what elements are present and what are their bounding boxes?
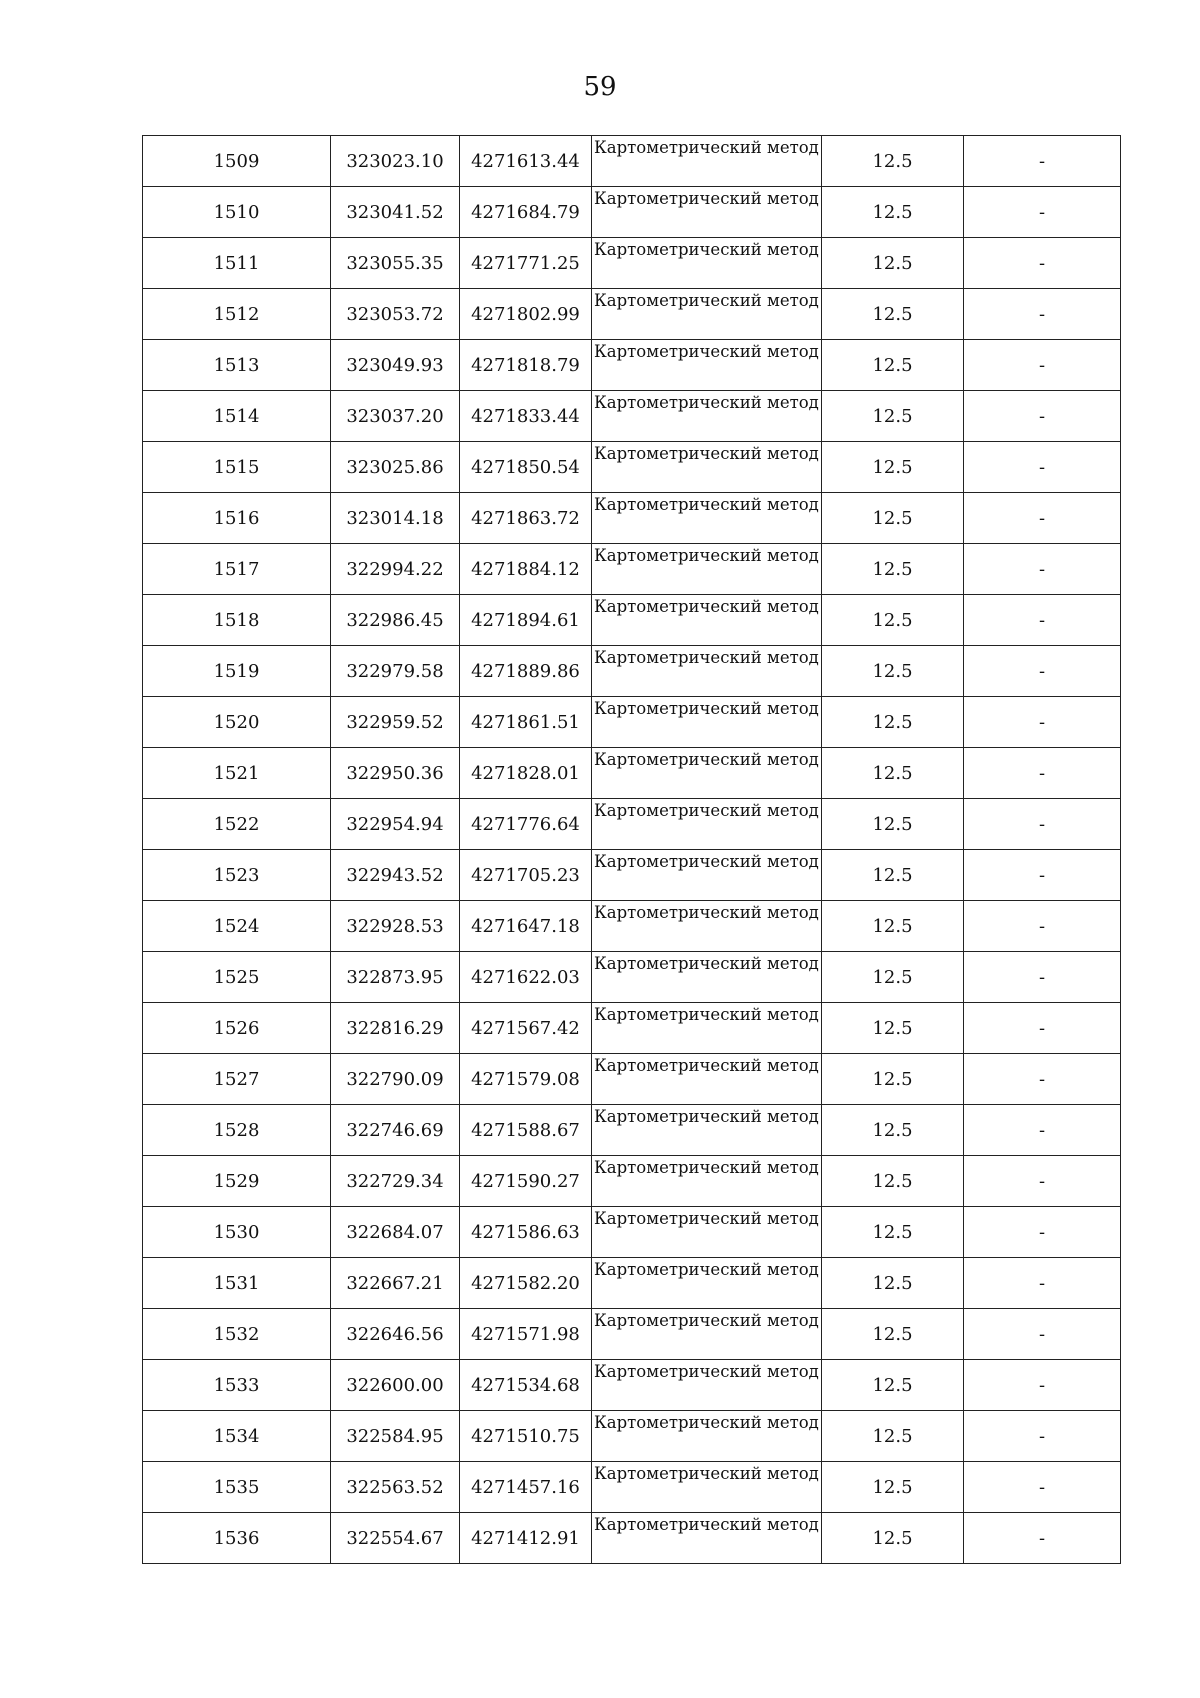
y-coordinate-cell: 4271705.23 — [460, 850, 592, 901]
table-row — [143, 1156, 1121, 1207]
y-coordinate-cell: 4271534.68 — [460, 1360, 592, 1411]
note-cell: - — [964, 544, 1121, 595]
x-coordinate-cell: 322943.52 — [331, 850, 460, 901]
note-cell: - — [964, 289, 1121, 340]
point-number-cell: 1533 — [143, 1360, 331, 1411]
point-number-cell: 1523 — [143, 850, 331, 901]
x-coordinate-cell: 322684.07 — [331, 1207, 460, 1258]
y-coordinate-cell: 4271889.86 — [460, 646, 592, 697]
point-number-cell: 1535 — [143, 1462, 331, 1513]
x-coordinate-cell: 322790.09 — [331, 1054, 460, 1105]
method-cell: Картометрический метод — [592, 697, 822, 748]
method-cell: Картометрический метод — [592, 442, 822, 493]
table-row — [143, 1513, 1121, 1564]
point-number-cell: 1510 — [143, 187, 331, 238]
table-row — [143, 799, 1121, 850]
x-coordinate-cell: 322959.52 — [331, 697, 460, 748]
x-coordinate-cell: 322554.67 — [331, 1513, 460, 1564]
accuracy-cell: 12.5 — [822, 1003, 964, 1054]
x-coordinate-cell: 323014.18 — [331, 493, 460, 544]
accuracy-cell: 12.5 — [822, 1360, 964, 1411]
y-coordinate-cell: 4271884.12 — [460, 544, 592, 595]
note-cell: - — [964, 1309, 1121, 1360]
method-cell: Картометрический метод — [592, 901, 822, 952]
note-cell: - — [964, 340, 1121, 391]
table-row — [143, 493, 1121, 544]
x-coordinate-cell: 323049.93 — [331, 340, 460, 391]
table-row — [143, 850, 1121, 901]
method-cell: Картометрический метод — [592, 136, 822, 187]
y-coordinate-cell: 4271818.79 — [460, 340, 592, 391]
note-cell: - — [964, 1360, 1121, 1411]
note-cell: - — [964, 1258, 1121, 1309]
method-cell: Картометрический метод — [592, 595, 822, 646]
accuracy-cell: 12.5 — [822, 697, 964, 748]
note-cell: - — [964, 1462, 1121, 1513]
accuracy-cell: 12.5 — [822, 391, 964, 442]
accuracy-cell: 12.5 — [822, 238, 964, 289]
x-coordinate-cell: 322954.94 — [331, 799, 460, 850]
method-cell: Картометрический метод — [592, 544, 822, 595]
y-coordinate-cell: 4271590.27 — [460, 1156, 592, 1207]
y-coordinate-cell: 4271588.67 — [460, 1105, 592, 1156]
y-coordinate-cell: 4271647.18 — [460, 901, 592, 952]
table-row — [143, 1054, 1121, 1105]
table-row — [143, 1258, 1121, 1309]
method-cell: Картометрический метод — [592, 289, 822, 340]
x-coordinate-cell: 322646.56 — [331, 1309, 460, 1360]
accuracy-cell: 12.5 — [822, 1156, 964, 1207]
note-cell: - — [964, 238, 1121, 289]
note-cell: - — [964, 1105, 1121, 1156]
accuracy-cell: 12.5 — [822, 187, 964, 238]
table-row — [143, 901, 1121, 952]
point-number-cell: 1522 — [143, 799, 331, 850]
y-coordinate-cell: 4271582.20 — [460, 1258, 592, 1309]
y-coordinate-cell: 4271833.44 — [460, 391, 592, 442]
y-coordinate-cell: 4271863.72 — [460, 493, 592, 544]
accuracy-cell: 12.5 — [822, 1411, 964, 1462]
note-cell: - — [964, 697, 1121, 748]
point-number-cell: 1530 — [143, 1207, 331, 1258]
note-cell: - — [964, 1054, 1121, 1105]
x-coordinate-cell: 323041.52 — [331, 187, 460, 238]
accuracy-cell: 12.5 — [822, 493, 964, 544]
point-number-cell: 1532 — [143, 1309, 331, 1360]
accuracy-cell: 12.5 — [822, 289, 964, 340]
point-number-cell: 1515 — [143, 442, 331, 493]
accuracy-cell: 12.5 — [822, 1309, 964, 1360]
table-row — [143, 697, 1121, 748]
point-number-cell: 1518 — [143, 595, 331, 646]
accuracy-cell: 12.5 — [822, 1105, 964, 1156]
note-cell: - — [964, 136, 1121, 187]
method-cell: Картометрический метод — [592, 187, 822, 238]
note-cell: - — [964, 1513, 1121, 1564]
point-number-cell: 1531 — [143, 1258, 331, 1309]
method-cell: Картометрический метод — [592, 1156, 822, 1207]
y-coordinate-cell: 4271622.03 — [460, 952, 592, 1003]
table-row — [143, 1462, 1121, 1513]
accuracy-cell: 12.5 — [822, 595, 964, 646]
method-cell: Картометрический метод — [592, 799, 822, 850]
point-number-cell: 1526 — [143, 1003, 331, 1054]
x-coordinate-cell: 322994.22 — [331, 544, 460, 595]
method-cell: Картометрический метод — [592, 1003, 822, 1054]
note-cell: - — [964, 442, 1121, 493]
point-number-cell: 1525 — [143, 952, 331, 1003]
point-number-cell: 1536 — [143, 1513, 331, 1564]
table-row — [143, 1360, 1121, 1411]
method-cell: Картометрический метод — [592, 1258, 822, 1309]
y-coordinate-cell: 4271510.75 — [460, 1411, 592, 1462]
method-cell: Картометрический метод — [592, 1309, 822, 1360]
y-coordinate-cell: 4271828.01 — [460, 748, 592, 799]
note-cell: - — [964, 391, 1121, 442]
x-coordinate-cell: 323037.20 — [331, 391, 460, 442]
point-number-cell: 1524 — [143, 901, 331, 952]
accuracy-cell: 12.5 — [822, 799, 964, 850]
accuracy-cell: 12.5 — [822, 646, 964, 697]
y-coordinate-cell: 4271771.25 — [460, 238, 592, 289]
point-number-cell: 1512 — [143, 289, 331, 340]
note-cell: - — [964, 1411, 1121, 1462]
accuracy-cell: 12.5 — [822, 1462, 964, 1513]
table-row — [143, 544, 1121, 595]
accuracy-cell: 12.5 — [822, 1513, 964, 1564]
note-cell: - — [964, 646, 1121, 697]
accuracy-cell: 12.5 — [822, 1207, 964, 1258]
table-row — [143, 646, 1121, 697]
accuracy-cell: 12.5 — [822, 544, 964, 595]
note-cell: - — [964, 595, 1121, 646]
x-coordinate-cell: 322563.52 — [331, 1462, 460, 1513]
point-number-cell: 1529 — [143, 1156, 331, 1207]
method-cell: Картометрический метод — [592, 493, 822, 544]
method-cell: Картометрический метод — [592, 1462, 822, 1513]
point-number-cell: 1516 — [143, 493, 331, 544]
note-cell: - — [964, 850, 1121, 901]
note-cell: - — [964, 1003, 1121, 1054]
note-cell: - — [964, 187, 1121, 238]
y-coordinate-cell: 4271802.99 — [460, 289, 592, 340]
method-cell: Картометрический метод — [592, 1054, 822, 1105]
x-coordinate-cell: 322873.95 — [331, 952, 460, 1003]
table-row — [143, 1003, 1121, 1054]
x-coordinate-cell: 322746.69 — [331, 1105, 460, 1156]
method-cell: Картометрический метод — [592, 646, 822, 697]
y-coordinate-cell: 4271861.51 — [460, 697, 592, 748]
x-coordinate-cell: 322928.53 — [331, 901, 460, 952]
table-row — [143, 238, 1121, 289]
point-number-cell: 1519 — [143, 646, 331, 697]
note-cell: - — [964, 1207, 1121, 1258]
table-row — [143, 748, 1121, 799]
y-coordinate-cell: 4271567.42 — [460, 1003, 592, 1054]
y-coordinate-cell: 4271850.54 — [460, 442, 592, 493]
x-coordinate-cell: 323023.10 — [331, 136, 460, 187]
accuracy-cell: 12.5 — [822, 340, 964, 391]
point-number-cell: 1527 — [143, 1054, 331, 1105]
coordinates-table — [142, 135, 1121, 1564]
point-number-cell: 1528 — [143, 1105, 331, 1156]
y-coordinate-cell: 4271776.64 — [460, 799, 592, 850]
note-cell: - — [964, 952, 1121, 1003]
x-coordinate-cell: 322816.29 — [331, 1003, 460, 1054]
y-coordinate-cell: 4271684.79 — [460, 187, 592, 238]
table-body — [143, 136, 1121, 1564]
point-number-cell: 1521 — [143, 748, 331, 799]
point-number-cell: 1511 — [143, 238, 331, 289]
x-coordinate-cell: 322584.95 — [331, 1411, 460, 1462]
table-row — [143, 1309, 1121, 1360]
y-coordinate-cell: 4271613.44 — [460, 136, 592, 187]
table-row — [143, 442, 1121, 493]
method-cell: Картометрический метод — [592, 1411, 822, 1462]
table-row — [143, 1105, 1121, 1156]
method-cell: Картометрический метод — [592, 391, 822, 442]
y-coordinate-cell: 4271412.91 — [460, 1513, 592, 1564]
x-coordinate-cell: 322979.58 — [331, 646, 460, 697]
x-coordinate-cell: 323025.86 — [331, 442, 460, 493]
point-number-cell: 1534 — [143, 1411, 331, 1462]
table-row — [143, 1207, 1121, 1258]
method-cell: Картометрический метод — [592, 952, 822, 1003]
accuracy-cell: 12.5 — [822, 748, 964, 799]
table-row — [143, 340, 1121, 391]
method-cell: Картометрический метод — [592, 1513, 822, 1564]
table-row — [143, 136, 1121, 187]
table-row — [143, 289, 1121, 340]
accuracy-cell: 12.5 — [822, 1258, 964, 1309]
x-coordinate-cell: 323053.72 — [331, 289, 460, 340]
point-number-cell: 1517 — [143, 544, 331, 595]
point-number-cell: 1520 — [143, 697, 331, 748]
x-coordinate-cell: 322986.45 — [331, 595, 460, 646]
method-cell: Картометрический метод — [592, 238, 822, 289]
x-coordinate-cell: 323055.35 — [331, 238, 460, 289]
note-cell: - — [964, 493, 1121, 544]
table-row — [143, 391, 1121, 442]
y-coordinate-cell: 4271586.63 — [460, 1207, 592, 1258]
point-number-cell: 1513 — [143, 340, 331, 391]
point-number-cell: 1514 — [143, 391, 331, 442]
x-coordinate-cell: 322729.34 — [331, 1156, 460, 1207]
y-coordinate-cell: 4271571.98 — [460, 1309, 592, 1360]
x-coordinate-cell: 322950.36 — [331, 748, 460, 799]
note-cell: - — [964, 901, 1121, 952]
y-coordinate-cell: 4271457.16 — [460, 1462, 592, 1513]
point-number-cell: 1509 — [143, 136, 331, 187]
note-cell: - — [964, 748, 1121, 799]
table-row — [143, 595, 1121, 646]
method-cell: Картометрический метод — [592, 850, 822, 901]
method-cell: Картометрический метод — [592, 1360, 822, 1411]
table-row — [143, 1411, 1121, 1462]
x-coordinate-cell: 322667.21 — [331, 1258, 460, 1309]
table-row — [143, 187, 1121, 238]
accuracy-cell: 12.5 — [822, 442, 964, 493]
note-cell: - — [964, 1156, 1121, 1207]
method-cell: Картометрический метод — [592, 748, 822, 799]
accuracy-cell: 12.5 — [822, 952, 964, 1003]
method-cell: Картометрический метод — [592, 340, 822, 391]
accuracy-cell: 12.5 — [822, 136, 964, 187]
method-cell: Картометрический метод — [592, 1105, 822, 1156]
y-coordinate-cell: 4271579.08 — [460, 1054, 592, 1105]
note-cell: - — [964, 799, 1121, 850]
page-number: 59 — [583, 72, 617, 102]
y-coordinate-cell: 4271894.61 — [460, 595, 592, 646]
accuracy-cell: 12.5 — [822, 1054, 964, 1105]
accuracy-cell: 12.5 — [822, 850, 964, 901]
method-cell: Картометрический метод — [592, 1207, 822, 1258]
accuracy-cell: 12.5 — [822, 901, 964, 952]
x-coordinate-cell: 322600.00 — [331, 1360, 460, 1411]
table-row — [143, 952, 1121, 1003]
